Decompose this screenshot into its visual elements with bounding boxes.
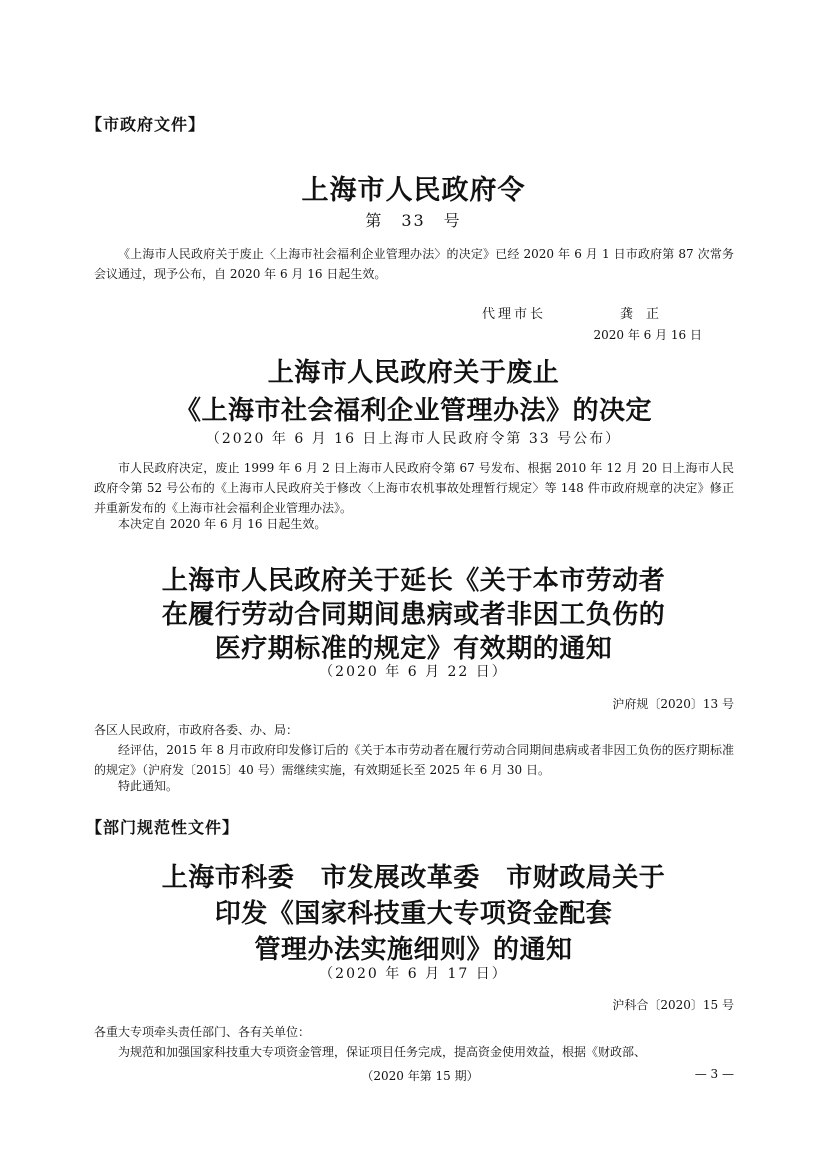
signer-label: 代理市长 bbox=[482, 307, 547, 322]
decision-paragraph: 市人民政府决定，废止 1999 年 6 月 2 日上海市人民政府令第 67 号发布、根据 2010 年 12 月 20 日上海市人民政府令第 52 号公布的《上海市人民政府关于修改〈上海市农机事故处理暂行规定〉等 148 件市政府规章的决定》修正并重新发布的《上海市社会福利企业管理办法》。 bbox=[94, 461, 734, 515]
order-title: 上海市人民政府令 bbox=[301, 175, 526, 206]
notice1-title-line3: 医疗期标准的规定》有效期的通知 bbox=[214, 634, 613, 664]
notice1-closing: 特此通知。 bbox=[118, 779, 179, 793]
notice1-title-line1: 上海市人民政府关于延长《关于本市劳动者 bbox=[161, 566, 666, 596]
notice2-addressee: 各重大专项牵头责任部门、各有关单位： bbox=[94, 1025, 311, 1039]
decision-title-line2: 《上海市社会福利企业管理办法》的决定 bbox=[174, 396, 652, 426]
notice2-body: 为规范和加强国家科技重大专项资金管理，保证项目任务完成，提高资金使用效益，根据《财政部、 bbox=[118, 1045, 647, 1059]
notice1-date: （2020 年 6 月 22 日） bbox=[319, 664, 508, 680]
decision-effective: 本决定自 2020 年 6 月 16 日起生效。 bbox=[118, 517, 327, 531]
notice2-title-line3: 管理办法实施细则》的通知 bbox=[254, 935, 573, 965]
footer-issue: （2020 年第 15 期） bbox=[361, 1069, 479, 1083]
order-number: 第 33 号 bbox=[365, 211, 462, 230]
notice1-title-line2: 在履行劳动合同期间患病或者非因工负伤的 bbox=[161, 600, 666, 630]
decision-title-line1: 上海市人民政府关于废止 bbox=[267, 358, 560, 388]
order-body: 《上海市人民政府关于废止〈上海市社会福利企业管理办法〉的决定》已经 2020 年 6 月 1 日市政府第 87 次常务会议通过，现予公布，自 2020 年 6 月 16 日起生效。 bbox=[94, 247, 734, 281]
notice2-date: （2020 年 6 月 17 日） bbox=[319, 966, 508, 982]
notice2-doc-number: 沪科合〔2020〕15 号 bbox=[612, 998, 734, 1012]
notice2-title-line2: 印发《国家科技重大专项资金配套 bbox=[214, 899, 613, 929]
decision-subtitle: （2020 年 6 月 16 日上海市人民政府令第 33 号公布） bbox=[205, 431, 622, 447]
footer-page-number: — 3 — bbox=[694, 1067, 734, 1081]
section-tag-municipal: 【市政府文件】 bbox=[86, 115, 206, 134]
notice2-title-line1: 上海市科委 市发展改革委 市财政局关于 bbox=[161, 863, 666, 893]
order-date: 2020 年 6 月 16 日 bbox=[593, 328, 702, 342]
notice1-doc-number: 沪府规〔2020〕13 号 bbox=[612, 697, 734, 711]
notice1-body: 经评估，2015 年 8 月市政府印发修订后的《关于本市劳动者在履行劳动合同期间患病或者非因工负伤的医疗期标准的规定》（沪府发〔2015〕40 号）需继续实施，有效期延长至 2025 年 6 月 30 日。 bbox=[94, 743, 734, 777]
signer-name: 龚 正 bbox=[620, 307, 660, 322]
notice1-addressee: 各区人民政府，市政府各委、办、局： bbox=[94, 723, 299, 737]
section-tag-department: 【部门规范性文件】 bbox=[86, 818, 240, 837]
